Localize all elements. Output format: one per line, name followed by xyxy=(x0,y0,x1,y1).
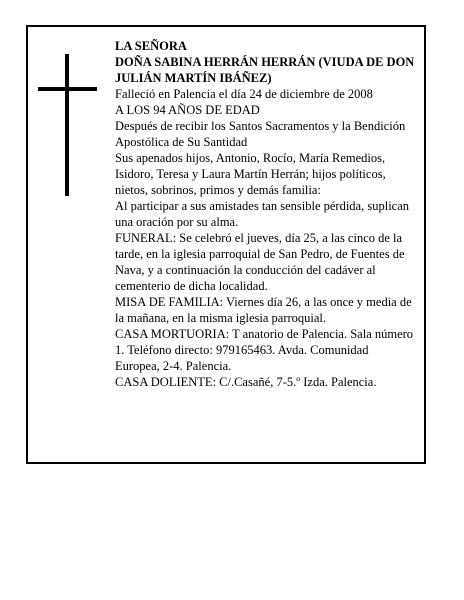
death-date: Falleció en Palencia el día 24 de diciembre de 2008 xyxy=(115,87,373,101)
mortuary-paragraph: CASA MORTUORIA: T anatorio de Palencia. Sala número 1. Teléfono directo: 979165463. Avda. Comunidad Europea, 2-4. Palencia. xyxy=(115,327,414,373)
cross-vertical-bar xyxy=(65,54,69,196)
title-line: LA SEÑORA xyxy=(115,39,187,53)
sacraments-line: Después de recibir los Santos Sacramentos y la Bendición Apostólica de Su Santidad xyxy=(115,119,406,149)
funeral-paragraph: FUNERAL: Se celebró el jueves, día 25, a las cinco de la tarde, en la iglesia parroquial de San Pedro, de Fuentes de Nava, y a continuación la conducción del cadáver al cementerio de dicha localidad. xyxy=(115,231,405,293)
obituary-text xyxy=(115,38,415,390)
mourning-house-paragraph: CASA DOLIENTE: C/.Casañé, 7-5.º Izda. Palencia. xyxy=(115,375,377,389)
request-paragraph: Al participar a sus amistades tan sensible pérdida, suplican una oración por su alma. xyxy=(115,199,410,229)
deceased-name: DOÑA SABINA HERRÁN HERRÁN (VIUDA DE DON JULIÁN MARTÍN IBÁÑEZ) xyxy=(115,55,415,85)
family-paragraph: Sus apenados hijos, Antonio, Rocío, María Remedios, Isidoro, Teresa y Laura Martín Herrán; hijos políticos, nietos, sobrinos, primos y demás familia: xyxy=(115,151,386,197)
cross-horizontal-bar xyxy=(38,87,97,91)
mass-paragraph: MISA DE FAMILIA: Viernes día 26, a las once y media de la mañana, en la misma iglesia parroquial. xyxy=(115,295,412,325)
age-line: A LOS 94 AÑOS DE EDAD xyxy=(115,103,260,117)
